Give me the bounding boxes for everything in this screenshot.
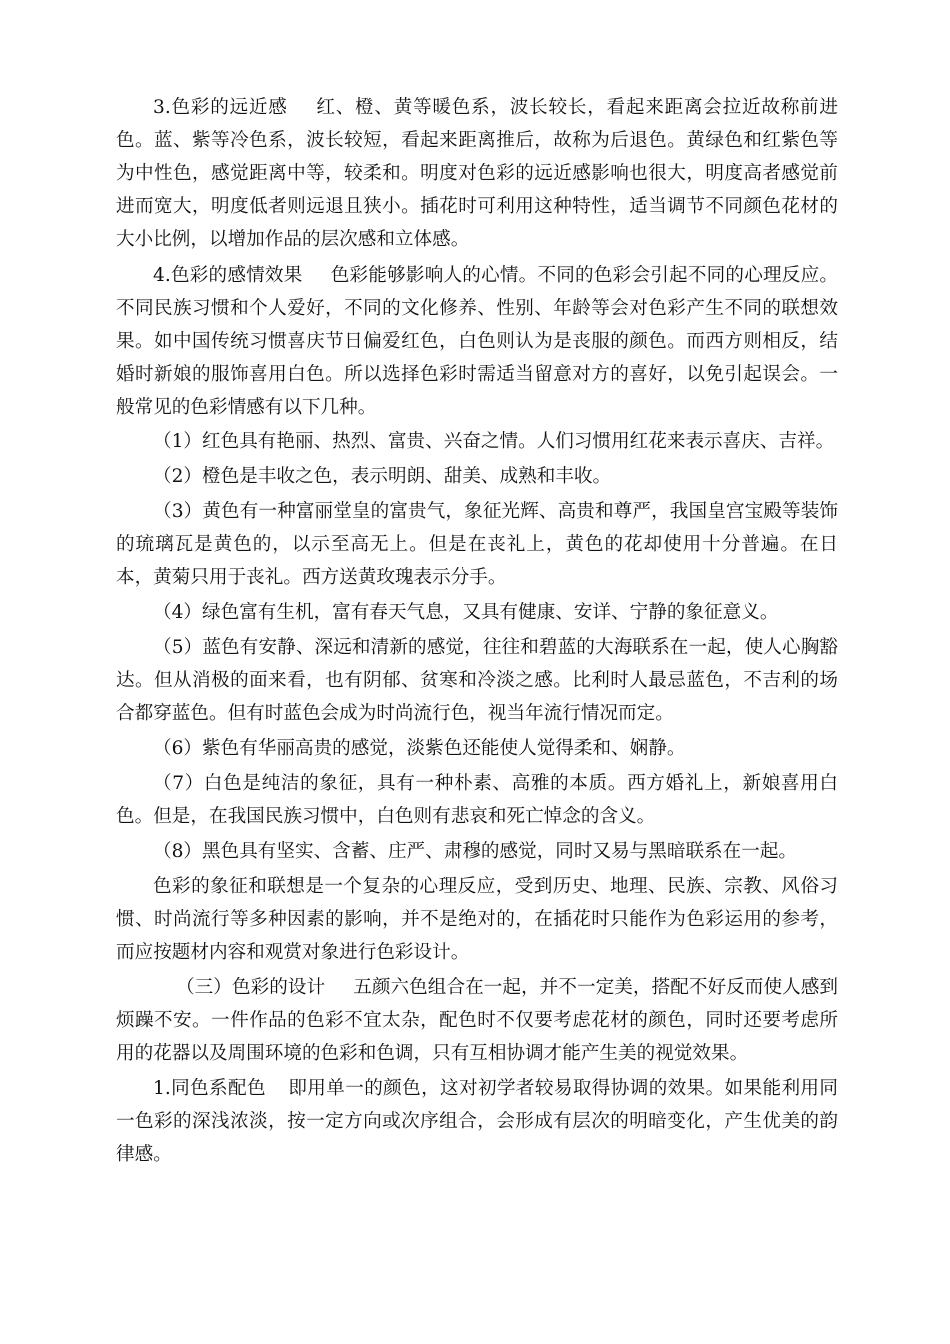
section-heading: 1.同色系配色 (153, 1078, 266, 1099)
list-item-blue: （5）蓝色有安静、深远和清新的感觉，往往和碧蓝的大海联系在一起，使人心胸豁达。但从消极的面来看，也有阴郁、贫寒和冷淡之感。比利时人最忌蓝色，不吉利的场合都穿蓝色。但有时蓝色会成为时尚流行色，视当年流行情况而定。 (116, 637, 838, 724)
paragraph-same-color-scheme (116, 1072, 838, 1171)
list-item-green: （4）绿色富有生机，富有春天气息，又具有健康、安详、宁静的象征意义。 (153, 602, 779, 623)
paragraph-symbolism: 色彩的象征和联想是一个复杂的心理反应，受到历史、地理、民族、宗教、风俗习惯、时尚流行等多种因素的影响，并不是绝对的，在插花时只能作为色彩运用的参考，而应按题材内容和观赏对象进行色彩设计。 (116, 876, 838, 963)
list-item-purple: （6）紫色有华丽高贵的感觉，淡紫色还能使人觉得柔和、娴静。 (153, 738, 686, 759)
list-item-white: （7）白色是纯洁的象征，具有一种朴素、高雅的本质。西方婚礼上，新娘喜用白色。但是，在我国民族习惯中，白色则有悲哀和死亡悼念的含义。 (116, 773, 838, 827)
list-item-red: （1）红色具有艳丽、热烈、富贵、兴奋之情。人们习惯用红花来表示喜庆、吉祥。 (153, 431, 835, 452)
paragraph-text: 色彩能够影响人的心情。不同的色彩会引起不同的心理反应。不同民族习惯和个人爱好，不同的文化修养、性别、年龄等会对色彩产生不同的联想效果。如中国传统习惯喜庆节日偏爱红色，白色则认为是丧服的颜色。而西方则相反，结婚时新娘的服饰喜用白色。所以选择色彩时需适当留意对方的喜好，以免引起误会。一般常见的色彩情感有以下几种。 (116, 265, 838, 418)
document-page (116, 91, 838, 1171)
section-heading: 3.色彩的远近感 (153, 97, 288, 118)
section-heading: （三）色彩的设计 (176, 977, 326, 998)
list-item-black: （8）黑色具有坚实、含蓄、庄严、肃穆的感觉，同时又易与黑暗联系在一起。 (153, 841, 798, 862)
list-item-yellow: （3）黄色有一种富丽堂皇的富贵气，象征光辉、高贵和尊严，我国皇宫宝殿等装饰的琉璃瓦是黄色的，以示至高无上。但是在丧礼上，黄色的花却使用十分普遍。在日本，黄菊只用于丧礼。西方送黄玫瑰表示分手。 (116, 501, 838, 588)
section-heading: 4.色彩的感情效果 (153, 265, 303, 286)
paragraph-text: 红、橙、黄等暖色系，波长较长，看起来距离会拉近故称前进色。蓝、紫等冷色系，波长较短，看起来距离推后，故称为后退色。黄绿色和红紫色等为中性色，感觉距离中等，较柔和。明度对色彩的远近感影响也很大，明度高者感觉前进而宽大，明度低者则远退且狭小。插花时可利用这种特性，适当调节不同颜色花材的大小比例，以增加作品的层次感和立体感。 (116, 97, 838, 250)
paragraph-text: 即用单一的颜色，这对初学者较易取得协调的效果。如果能利用同一色彩的深浅浓淡，按一定方向或次序组合，会形成有层次的明暗变化，产生优美的韵律感。 (116, 1078, 838, 1165)
paragraph-color-design (116, 971, 838, 1070)
paragraph-emotion-effect (116, 259, 838, 424)
list-item-orange: （2）橙色是丰收之色，表示明朗、甜美、成熟和丰收。 (153, 466, 612, 487)
paragraph-distance-sense (116, 91, 838, 256)
paragraph-text: 五颜六色组合在一起，并不一定美，搭配不好反而使人感到烦躁不安。一件作品的色彩不宜太杂，配色时不仅要考虑花材的颜色，同时还要考虑所用的花器以及周围环境的色彩和色调，只有互相协调才能产生美的视觉效果。 (116, 977, 838, 1064)
